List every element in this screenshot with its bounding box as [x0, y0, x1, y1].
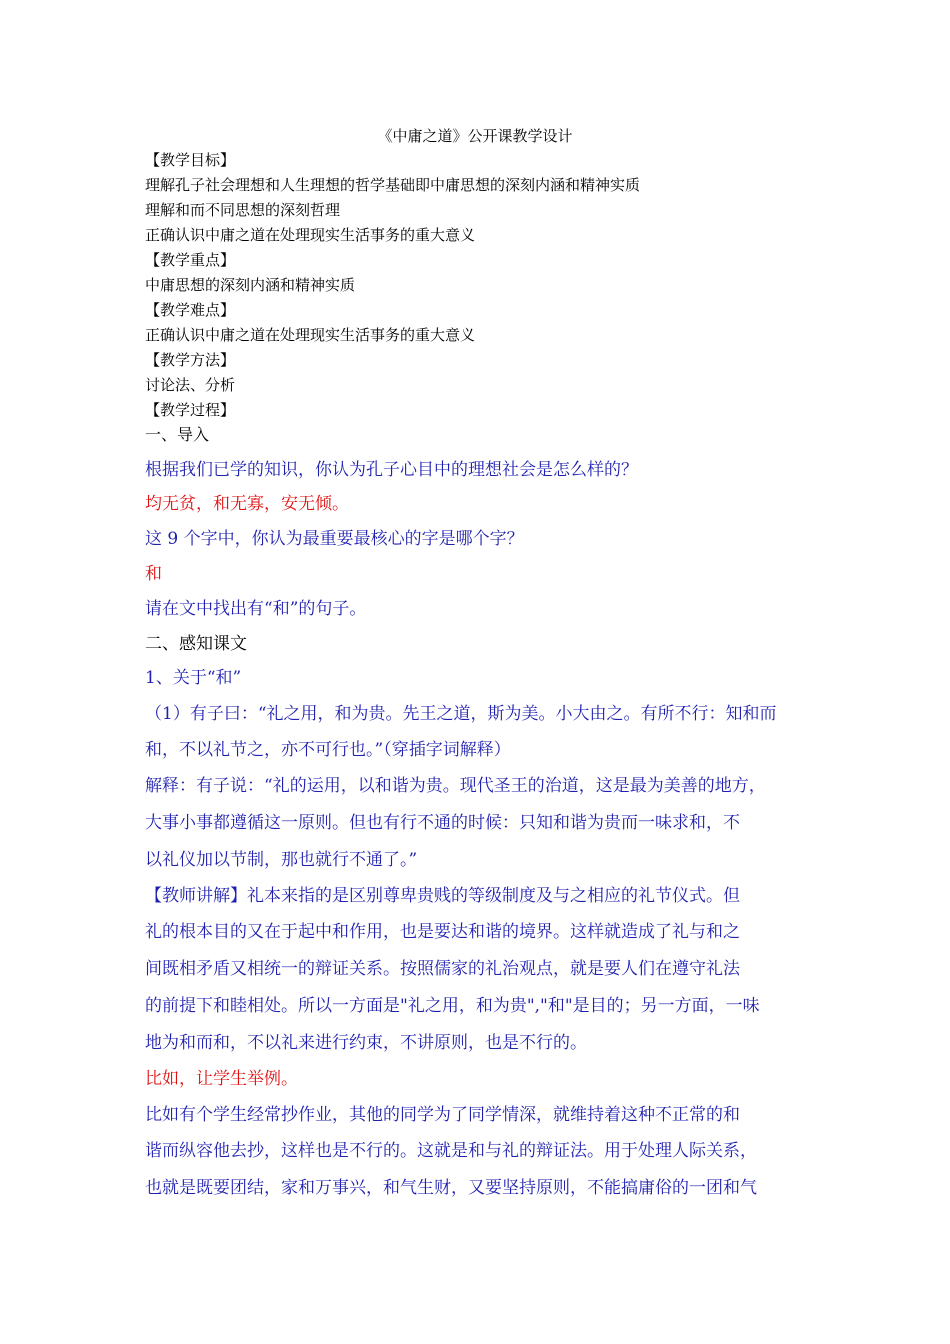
question-3: 请在文中找出有“和”的句子。 — [145, 599, 367, 619]
difficulties-text: 正确认识中庸之道在处理现实生活事务的重大意义 — [145, 326, 476, 344]
objective-item: 理解孔子社会理想和人生理想的哲学基础即中庸思想的深刻内涵和精神实质 — [145, 176, 641, 194]
objectives-heading: 【教学目标】 — [145, 151, 236, 169]
example-line: 谐而纵容他去抄，这样也是不行的。这就是和与礼的辩证法。用于处理人际关系， — [145, 1141, 757, 1161]
teacher-explanation-line: 地为和而和，不以礼来进行约束，不讲原则，也是不行的。 — [145, 1033, 587, 1053]
question-2: 这 9 个字中，你认为最重要最核心的字是哪个字？ — [145, 529, 524, 549]
explanation-line: 以礼仪加以节制，那也就行不通了。” — [145, 850, 418, 870]
methods-heading: 【教学方法】 — [145, 351, 236, 369]
objective-item: 正确认识中庸之道在处理现实生活事务的重大意义 — [145, 226, 476, 244]
example-line: 比如有个学生经常抄作业，其他的同学为了同学情深，就维持着这种不正常的和 — [145, 1105, 740, 1125]
explanation-line: 大事小事都遵循这一原则。但也有行不通的时候：只知和谐为贵而一味求和，不 — [145, 813, 740, 833]
key-points-heading: 【教学重点】 — [145, 251, 236, 269]
teacher-explanation-line: 的前提下和睦相处。所以一方面是"礼之用，和为贵","和"是目的；另一方面，一味 — [145, 996, 760, 1016]
subsection-he: 1、关于“和” — [145, 668, 242, 688]
difficulties-heading: 【教学难点】 — [145, 301, 236, 319]
teacher-explanation-line: 间既相矛盾又相统一的辩证关系。按照儒家的礼治观点，就是要人们在遵守礼法 — [145, 959, 740, 979]
objective-item: 理解和而不同思想的深刻哲理 — [145, 201, 341, 219]
example-prompt: 比如，让学生举例。 — [145, 1069, 298, 1089]
teacher-explanation-line: 礼的根本目的又在于起中和作用，也是要达和谐的境界。这样就造成了礼与和之 — [145, 922, 740, 942]
process-heading: 【教学过程】 — [145, 401, 236, 419]
example-line: 也就是既要团结，家和万事兴，和气生财，又要坚持原则，不能搞庸俗的一团和气 — [145, 1178, 757, 1198]
explanation-line: 解释：有子说：“礼的运用，以和谐为贵。现代圣王的治道，这是最为美善的地方， — [145, 776, 766, 796]
methods-text: 讨论法、分析 — [145, 376, 236, 394]
section-intro-heading: 一、导入 — [145, 425, 210, 444]
quote-line: 和，不以礼节之，亦不可行也。”（穿插字词解释） — [145, 740, 511, 760]
question-1: 根据我们已学的知识，你认为孔子心目中的理想社会是怎么样的？ — [145, 460, 638, 480]
teacher-explanation-line: 【教师讲解】礼本来指的是区别尊卑贵贱的等级制度及与之相应的礼节仪式。但 — [145, 886, 740, 906]
key-points-text: 中庸思想的深刻内涵和精神实质 — [145, 276, 356, 294]
answer-1: 均无贫，和无寡，安无倾。 — [145, 494, 349, 514]
document-title: 《中庸之道》公开课教学设计 — [377, 127, 573, 145]
answer-2: 和 — [145, 564, 162, 584]
quote-line: （1）有子曰：“礼之用，和为贵。先王之道，斯为美。小大由之。有所不行：知和而 — [145, 704, 777, 724]
section-text-heading: 二、感知课文 — [145, 634, 247, 654]
